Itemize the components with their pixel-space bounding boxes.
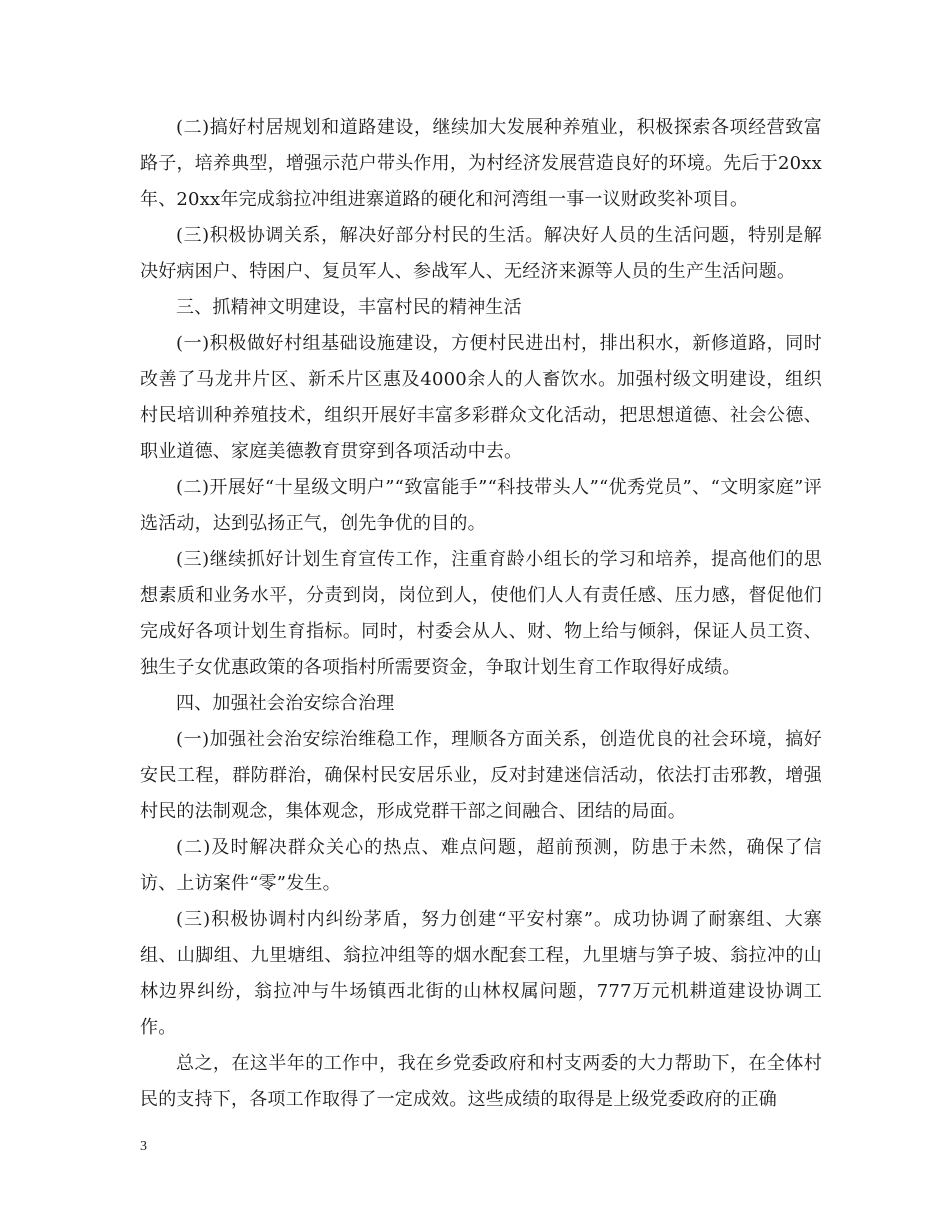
paragraph-summary: 总之，在这半年的工作中，我在乡党委政府和村支两委的大力帮助下，在全体村民的支持下，各项工作取得了一定成效。这些成绩的取得是上级党委政府的正确 [140,1053,822,1110]
section-heading-spiritual-civilization: 三、抓精神文明建设，丰富村民的精神生活 [176,297,522,318]
paragraph-village-planning: (二)搞好村居规划和道路建设，继续加大发展种养殖业，积极探索各项经营致富路子，培养典型，增强示范户带头作用，为村经济发展营造良好的环境。先后于20xx年、20xx年完成翁拉冲组进寨道路的硬化和河湾组一事一议财政奖补项目。 [140,117,822,210]
paragraph-dispute-mediation: (三)积极协调村内纠纷茅盾，努力创建“平安村寨”。成功协调了耐寨组、大寨组、山脚组、九里塘组、翁拉冲组等的烟水配套工程，九里塘与笋子坡、翁拉冲的山林边界纠纷，翁拉冲与牛场镇西北街的山林权属问题，777万元机耕道建设协调工作。 [140,909,822,1038]
paragraph-hot-issues: (二)及时解决群众关心的热点、难点问题，超前预测，防患于未然，确保了信访、上访案件“零”发生。 [140,837,822,894]
document-body [140,110,822,1118]
paragraph-coordinate-relations: (三)积极协调关系，解决好部分村民的生活。解决好人员的生活问题，特别是解决好病困户、特困户、复员军人、参战军人、无经济来源等人员的生产生活问题。 [140,225,822,282]
paragraph-family-planning: (三)继续抓好计划生育宣传工作，注重育龄小组长的学习和培养，提高他们的思想素质和业务水平，分责到岗，岗位到人，使他们人人有责任感、压力感，督促他们完成好各项计划生育指标。同时，村委会从人、财、物上给与倾斜，保证人员工资、独生子女优惠政策的各项指村所需要资金，争取计划生育工作取得好成绩。 [140,549,822,678]
paragraph-infrastructure: (一)积极做好村组基础设施建设，方便村民进出村，排出积水，新修道路，同时改善了马龙井片区、新禾片区惠及4000余人的人畜饮水。加强村级文明建设，组织村民培训种养殖技术，组织开展好丰富多彩群众文化活动，把思想道德、社会公德、职业道德、家庭美德教育贯穿到各项活动中去。 [140,333,822,462]
paragraph-selection-activities: (二)开展好“十星级文明户”“致富能手”“科技带头人”“优秀党员”、“文明家庭”评选活动，达到弘扬正气，创先争优的目的。 [140,477,822,534]
paragraph-stability-work: (一)加强社会治安综治维稳工作，理顺各方面关系，创造优良的社会环境，搞好安民工程，群防群治，确保村民安居乐业，反对封建迷信活动，依法打击邪教，增强村民的法制观念，集体观念，形成党群干部之间融合、团结的局面。 [140,729,822,822]
page-number: 3 [140,1139,147,1154]
section-heading-public-security: 四、加强社会治安综合治理 [176,693,395,714]
